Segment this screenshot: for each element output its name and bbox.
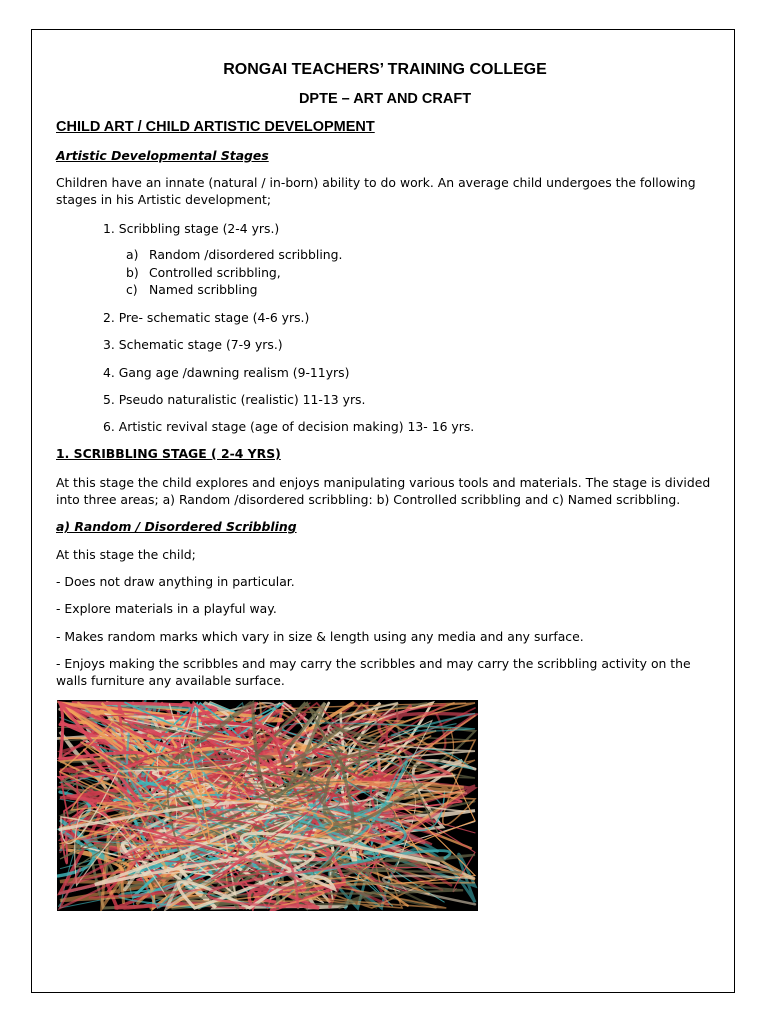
stages-intro: Children have an innate (natural / in-born) ability to do work. An average child undergoes the following stages in his Artistic development; [56,175,696,207]
course-title: DPTE – ART AND CRAFT [298,91,472,107]
scribbling-intro: At this stage the child explores and enjoys manipulating various tools and materials. The stage is divided into three areas; a) Random /disordered scribbling: b) Controlled scribbling and c) Named scribbling. [56,475,711,507]
stage-item: 2. Pre- schematic stage (4-6 yrs.) [103,310,310,325]
section-title-scribbling: 1. SCRIBBLING STAGE ( 2-4 YRS) [56,446,281,461]
substage-marker: a) [126,247,139,262]
random-scribbling-point: - Explore materials in a playful way. [56,601,277,616]
main-heading: CHILD ART / CHILD ARTISTIC DEVELOPMENT [56,119,375,135]
substage-text: Named scribbling [149,282,258,297]
random-scribbling-point: - Enjoys making the scribbles and may carry the scribbles and may carry the scribbling activity on the walls furniture any available surface. [56,656,691,688]
stage-item: 1. Scribbling stage (2-4 yrs.) [103,221,280,236]
stage-item: 6. Artistic revival stage (age of decision making) 13- 16 yrs. [103,419,475,434]
random-scribbling-point: - Does not draw anything in particular. [56,574,295,589]
substage-text: Random /disordered scribbling. [149,247,343,262]
stage-item: 4. Gang age /dawning realism (9-11yrs) [103,365,350,380]
random-scribbling-lead: At this stage the child; [56,547,196,562]
scribble-drawing-image [57,700,478,911]
stage-item: 3. Schematic stage (7-9 yrs.) [103,337,283,352]
substage-marker: b) [126,265,139,280]
section-title-stages: Artistic Developmental Stages [56,148,269,163]
college-title: RONGAI TEACHERS’ TRAINING COLLEGE [223,61,547,78]
substage-marker: c) [126,282,138,297]
scribble-illustration [57,700,478,911]
section-title-random-scribbling: a) Random / Disordered Scribbling [56,519,297,534]
document-page [31,29,735,993]
stage-item: 5. Pseudo naturalistic (realistic) 11-13 yrs. [103,392,366,407]
random-scribbling-point: - Makes random marks which vary in size & length using any media and any surface. [56,629,584,644]
substage-text: Controlled scribbling, [149,265,281,280]
